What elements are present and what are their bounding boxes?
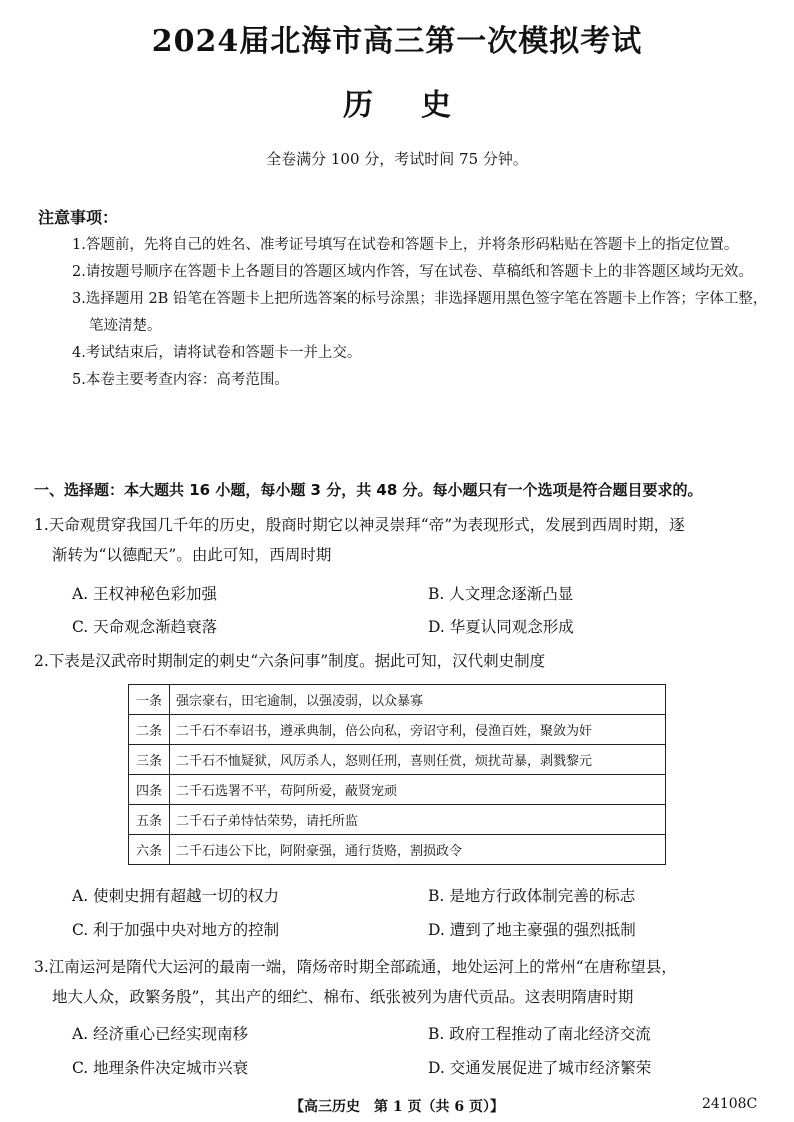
question-1-option-d: D. 华夏认同观念形成 <box>428 618 574 636</box>
table-row <box>129 715 666 745</box>
table-row <box>129 685 666 715</box>
table-cell-content: 二千石子弟恃怙荣势，请托所监 <box>170 805 666 835</box>
question-1-option-c: C. 天命观念渐趋衰落 <box>72 618 218 636</box>
question-3-stem-line1: 3.江南运河是隋代大运河的最南一端，隋炀帝时期全部疏通，地处运河上的常州“在唐称望县， <box>34 958 677 976</box>
table-cell-article: 三条 <box>129 745 170 775</box>
six-articles-table <box>128 684 666 865</box>
table-row <box>129 805 666 835</box>
page-footer: 【高三历史 第 1 页（共 6 页）】 <box>290 1099 504 1115</box>
question-1-stem-line1: 1.天命观贯穿我国几千年的历史，殷商时期它以神灵崇拜“帝”为表现形式，发展到西周时期，逐 <box>34 516 685 534</box>
table-cell-article: 二条 <box>129 715 170 745</box>
notice-item: 2.请按题号顺序在答题卡上各题目的答题区域内作答，写在试卷、草稿纸和答题卡上的非答题区域均无效。 <box>72 264 753 280</box>
exam-code: 24108C <box>702 1096 758 1112</box>
table-cell-article: 一条 <box>129 685 170 715</box>
section-heading: 一、选择题：本大题共 16 小题，每小题 3 分，共 48 分。每小题只有一个选项是符合题目要求的。 <box>34 481 703 499</box>
question-2-option-a: A. 使刺史拥有超越一切的权力 <box>72 887 280 905</box>
question-3-option-b: B. 政府工程推动了南北经济交流 <box>428 1025 651 1043</box>
exam-title: 2024届北海市高三第一次模拟考试 <box>151 24 643 59</box>
question-3-option-a: A. 经济重心已经实现南移 <box>72 1025 249 1043</box>
question-3-stem-line2: 地大人众，政繁务殷”，其出产的细纻、棉布、纸张被列为唐代贡品。这表明隋唐时期 <box>52 988 634 1006</box>
notice-heading: 注意事项： <box>38 208 119 227</box>
question-2-stem <box>34 646 774 676</box>
table-cell-content: 二千石违公下比，阿附豪强，通行货赂，割损政令 <box>170 835 666 865</box>
notice-item: 1.答题前，先将自己的姓名、准考证号填写在试卷和答题卡上，并将条形码粘贴在答题卡上的指定位置。 <box>72 237 739 253</box>
notice-item: 5.本卷主要考查内容：高考范围。 <box>72 372 289 388</box>
question-2-option-c: C. 利于加强中央对地方的控制 <box>72 921 280 939</box>
table-cell-content: 强宗豪右，田宅逾制，以强凌弱，以众暴寡 <box>170 685 666 715</box>
question-1-stem <box>34 510 774 570</box>
table-row <box>129 775 666 805</box>
table-cell-article: 五条 <box>129 805 170 835</box>
notice-item: 4.考试结束后，请将试卷和答题卡一并上交。 <box>72 345 362 361</box>
notice-list <box>72 232 772 394</box>
question-2-option-b: B. 是地方行政体制完善的标志 <box>428 887 636 905</box>
subject-title: 历史 <box>343 88 499 123</box>
table-row <box>129 745 666 775</box>
table-cell-content: 二千石不恤疑狱，风厉杀人，怒则任刑，喜则任赏，烦扰苛暴，剥戮黎元 <box>170 745 666 775</box>
question-2-stem-line1: 2.下表是汉武帝时期制定的刺史“六条问事”制度。据此可知，汉代刺史制度 <box>34 652 546 670</box>
table-cell-content: 二千石选署不平，苟阿所爱，蔽贤宠顽 <box>170 775 666 805</box>
question-2-option-d: D. 遭到了地主豪强的强烈抵制 <box>428 921 636 939</box>
question-1-option-b: B. 人文理念逐渐凸显 <box>428 585 574 603</box>
table-cell-article: 六条 <box>129 835 170 865</box>
table-row <box>129 835 666 865</box>
question-1-option-a: A. 王权神秘色彩加强 <box>72 585 218 603</box>
table-cell-article: 四条 <box>129 775 170 805</box>
question-1-stem-line2: 渐转为“以德配天”。由此可知，西周时期 <box>52 546 332 564</box>
question-3-stem <box>34 952 774 1012</box>
score-info: 全卷满分 100 分，考试时间 75 分钟。 <box>266 150 528 168</box>
question-3-option-c: C. 地理条件决定城市兴衰 <box>72 1059 249 1077</box>
notice-item: 3.选择题用 2B 铅笔在答题卡上把所选答案的标号涂黑；非选择题用黑色签字笔在答题卡上作答；字体工整，笔迹清楚。 <box>72 291 768 334</box>
table-cell-content: 二千石不奉诏书，遵承典制，倍公向私，旁诏守利，侵渔百姓，聚敛为奸 <box>170 715 666 745</box>
question-3-option-d: D. 交通发展促进了城市经济繁荣 <box>428 1059 652 1077</box>
